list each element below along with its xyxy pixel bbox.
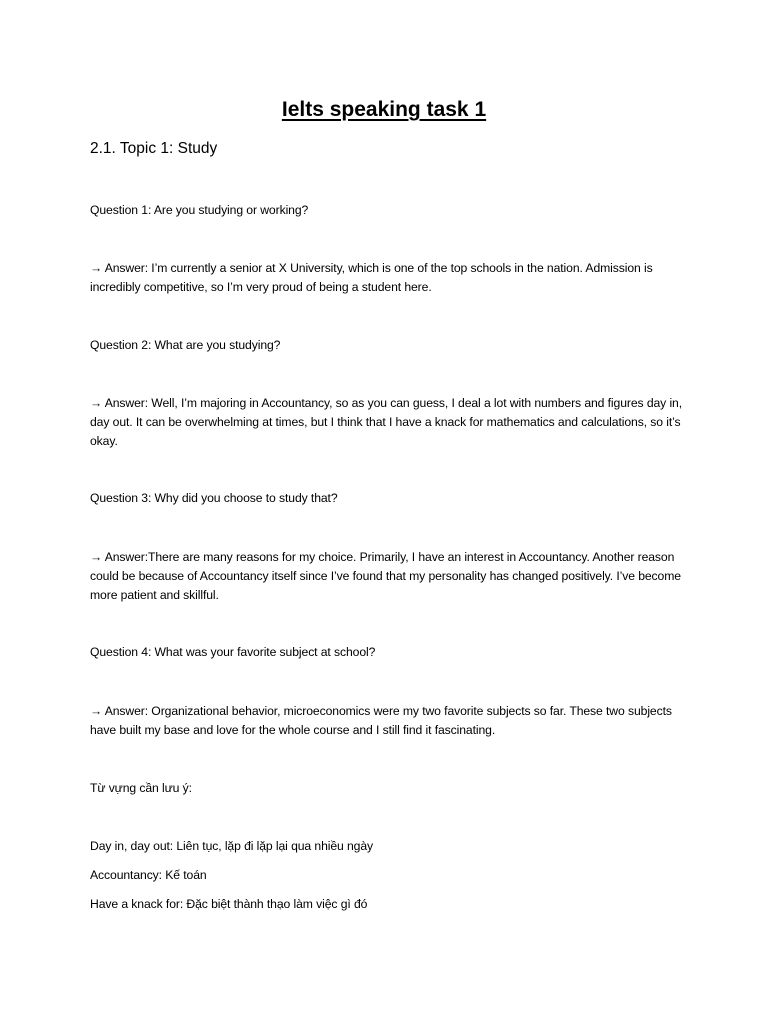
question-4: Question 4: What was your favorite subject at school? xyxy=(90,645,376,659)
vocab-item-3: Have a knack for: Đặc biệt thành thạo làm việc gì đó xyxy=(90,897,368,911)
vocab-item-1: Day in, day out: Liên tục, lặp đi lặp lại qua nhiều ngày xyxy=(90,839,374,853)
answer-1: → Answer: I’m currently a senior at X University, which is one of the top schools in the nation. Admission is incredibly competitive, so I’m very proud of being a student here. xyxy=(90,261,653,294)
question-3: Question 3: Why did you choose to study that? xyxy=(90,491,338,505)
page-title: Ielts speaking task 1 xyxy=(281,98,487,121)
section-heading: 2.1. Topic 1: Study xyxy=(90,140,218,157)
question-1: Question 1: Are you studying or working? xyxy=(90,203,309,217)
vocab-item-2: Accountancy: Kế toán xyxy=(90,868,207,882)
vocab-heading: Từ vựng cần lưu ý: xyxy=(90,781,192,795)
answer-4: → Answer: Organizational behavior, microeconomics were my two favorite subjects so far. These two subjects have built my base and love for the whole course and I still find it fascinating. xyxy=(90,704,672,737)
answer-2: → Answer: Well, I’m majoring in Accountancy, so as you can guess, I deal a lot with numbers and figures day in, day out. It can be overwhelming at times, but I think that I have a knack for mathematics and calculations, so it’s okay. xyxy=(90,396,683,448)
answer-3: → Answer:There are many reasons for my choice. Primarily, I have an interest in Accountancy. Another reason could be because of Accountancy itself since I’ve found that my personality has changed positively. I’ve become more patient and skillful. xyxy=(90,550,681,602)
question-2: Question 2: What are you studying? xyxy=(90,338,281,352)
